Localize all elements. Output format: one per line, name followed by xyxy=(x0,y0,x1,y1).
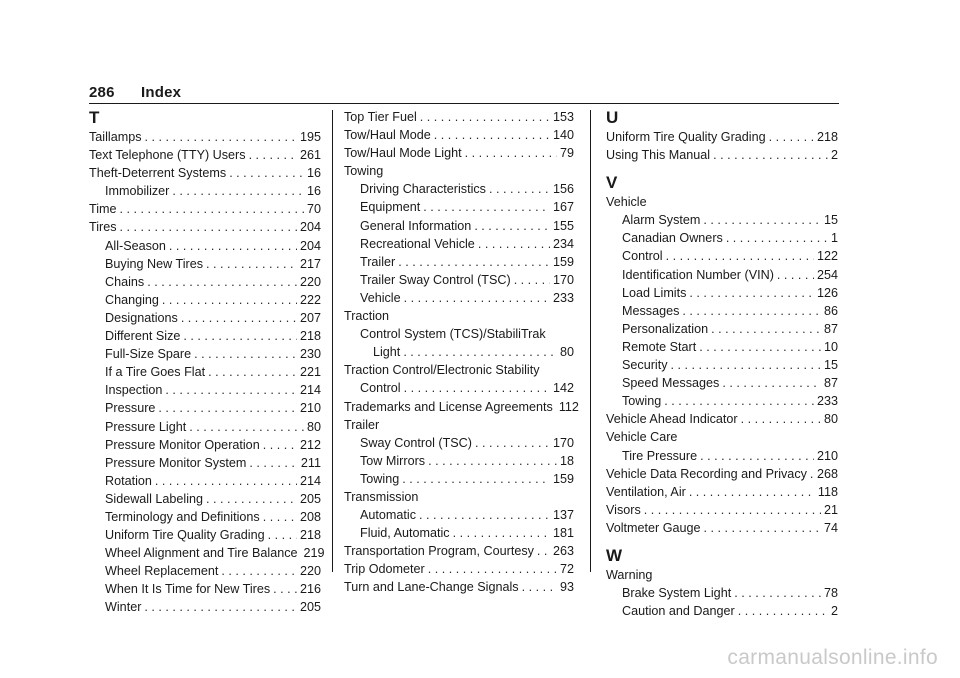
entry-page-number: 1 xyxy=(830,231,838,246)
page-header xyxy=(89,84,181,101)
entry-page-number: 118 xyxy=(817,484,838,499)
page-title: Index xyxy=(141,84,182,101)
entry-page-number: 155 xyxy=(552,218,574,233)
index-heading: Transmission xyxy=(344,489,419,504)
entry-label: Tires xyxy=(89,220,117,235)
index-entry xyxy=(89,381,321,399)
index-heading: Traction Control/Electronic Stability xyxy=(344,363,540,378)
dot-leader xyxy=(263,508,297,526)
index-entry xyxy=(89,526,321,544)
entry-page-number: 218 xyxy=(816,130,838,144)
dot-leader xyxy=(206,490,297,508)
entry-page-number: 263 xyxy=(552,544,574,559)
index-entry xyxy=(606,128,838,146)
entry-label: All-Season xyxy=(105,238,166,253)
dot-leader xyxy=(722,374,821,392)
dot-leader xyxy=(734,584,821,602)
index-entry xyxy=(606,483,838,501)
index-entry xyxy=(606,211,838,229)
entry-page-number: 211 xyxy=(300,455,321,470)
entry-label: Winter xyxy=(105,600,142,615)
dot-leader xyxy=(165,381,297,399)
dot-leader xyxy=(169,237,297,255)
index-entry xyxy=(344,343,574,361)
entry-page-number: 205 xyxy=(299,491,321,506)
dot-leader xyxy=(194,345,297,363)
entry-label: Rotation xyxy=(105,473,152,488)
entry-label: Chains xyxy=(105,274,145,289)
dot-leader xyxy=(777,266,814,284)
index-entry xyxy=(89,508,321,526)
dot-leader xyxy=(145,128,297,146)
index-heading: Warning xyxy=(606,567,653,582)
entry-label: Immobilizer xyxy=(105,184,170,199)
index-entry xyxy=(89,490,321,508)
entry-page-number: 16 xyxy=(306,166,321,181)
entry-page-number: 208 xyxy=(299,509,321,524)
dot-leader xyxy=(699,338,821,356)
entry-label: Text Telephone (TTY) Users xyxy=(89,148,246,163)
entry-page-number: 170 xyxy=(552,272,574,287)
index-entry xyxy=(606,284,838,302)
entry-label: Buying New Tires xyxy=(105,256,203,271)
index-entry xyxy=(606,320,838,338)
dot-leader xyxy=(249,454,298,472)
entry-label: Personalization xyxy=(622,321,709,336)
index-entry xyxy=(344,452,574,470)
dot-leader xyxy=(664,392,814,410)
index-entry xyxy=(89,273,321,291)
entry-label: Uniform Tire Quality Grading xyxy=(105,528,265,543)
index-entry xyxy=(606,410,838,428)
entry-page-number: 222 xyxy=(299,292,321,307)
entry-page-number: 142 xyxy=(552,381,574,396)
index-column-3 xyxy=(606,108,838,620)
dot-leader xyxy=(689,284,814,302)
entry-label: Brake System Light xyxy=(622,586,732,601)
entry-label: Pressure Light xyxy=(105,419,187,434)
entry-label: Changing xyxy=(105,292,159,307)
dot-leader xyxy=(522,578,557,596)
entry-label: Sidewall Labeling xyxy=(105,491,204,506)
index-entry xyxy=(89,345,321,363)
entry-label: Uniform Tire Quality Grading xyxy=(606,130,766,144)
index-entry xyxy=(344,542,574,560)
entry-label: Different Size xyxy=(105,329,181,344)
index-entry xyxy=(89,182,321,200)
index-entry xyxy=(344,180,574,198)
dot-leader xyxy=(162,291,297,309)
dot-leader xyxy=(181,309,297,327)
entry-page-number: 93 xyxy=(559,580,574,595)
header-rule xyxy=(89,103,839,104)
entry-label: Canadian Owners xyxy=(622,231,723,246)
index-entry xyxy=(344,198,574,216)
entry-page-number: 204 xyxy=(299,220,321,235)
index-entry xyxy=(344,524,574,542)
column-divider xyxy=(590,110,591,572)
dot-leader xyxy=(700,447,814,465)
index-entry xyxy=(606,519,838,537)
entry-label: Fluid, Automatic xyxy=(360,526,450,541)
index-entry xyxy=(606,356,838,374)
entry-page-number: 18 xyxy=(559,453,574,468)
index-entry xyxy=(606,584,838,602)
index-entry xyxy=(89,309,321,327)
entry-label: When It Is Time for New Tires xyxy=(105,582,271,597)
index-entry xyxy=(606,247,838,265)
index-entry xyxy=(89,472,321,490)
entry-page-number: 181 xyxy=(552,526,574,541)
entry-label: Towing xyxy=(622,394,662,409)
entry-label: Tow/Haul Mode xyxy=(344,128,431,143)
entry-page-number: 112 xyxy=(558,399,579,414)
dot-leader xyxy=(682,302,821,320)
entry-label: Top Tier Fuel xyxy=(344,110,417,124)
entry-page-number: 159 xyxy=(552,471,574,486)
entry-label: If a Tire Goes Flat xyxy=(105,365,206,380)
index-entry xyxy=(89,146,321,164)
entry-page-number: 195 xyxy=(299,130,321,144)
index-entry xyxy=(89,237,321,255)
entry-label: Vehicle Ahead Indicator xyxy=(606,412,738,427)
entry-page-number: 221 xyxy=(299,365,321,380)
dot-leader xyxy=(478,235,550,253)
index-entry xyxy=(606,374,838,392)
index-entry xyxy=(89,598,321,616)
entry-page-number: 233 xyxy=(816,394,838,409)
entry-label: Visors xyxy=(606,502,641,517)
entry-label: Tow/Haul Mode Light xyxy=(344,146,462,161)
index-entry xyxy=(606,602,838,620)
index-heading: Trailer xyxy=(344,417,380,432)
entry-label: Speed Messages xyxy=(622,376,720,391)
dot-leader xyxy=(434,126,550,144)
dot-leader xyxy=(268,526,297,544)
dot-leader xyxy=(703,211,821,229)
index-entry xyxy=(89,255,321,273)
dot-leader xyxy=(403,343,557,361)
entry-label: Theft-Deterrent Systems xyxy=(89,166,227,181)
dot-leader xyxy=(183,327,297,345)
dot-leader xyxy=(144,598,297,616)
page-number: 286 xyxy=(89,84,115,101)
index-entry xyxy=(89,418,321,436)
dot-leader xyxy=(711,320,821,338)
entry-label: Control xyxy=(622,249,663,264)
dot-leader xyxy=(404,379,550,397)
section-letter: V xyxy=(606,173,618,193)
entry-page-number: 159 xyxy=(552,254,574,269)
entry-page-number: 212 xyxy=(299,437,321,452)
column-divider xyxy=(332,110,333,572)
entry-page-number: 220 xyxy=(299,564,321,579)
dot-leader xyxy=(738,602,828,620)
dot-leader xyxy=(155,472,297,490)
entry-label: Using This Manual xyxy=(606,148,711,163)
index-entry xyxy=(89,291,321,309)
index-heading: Vehicle xyxy=(606,195,647,210)
entry-page-number: 70 xyxy=(306,202,321,217)
dot-leader xyxy=(726,229,828,247)
entry-page-number: 80 xyxy=(823,412,838,427)
entry-page-number: 219 xyxy=(303,546,325,561)
entry-page-number: 214 xyxy=(299,473,321,488)
entry-label: Tire Pressure xyxy=(622,448,698,463)
dot-leader xyxy=(769,128,814,146)
dot-leader xyxy=(221,562,297,580)
entry-page-number: 80 xyxy=(559,345,574,360)
watermark: carmanualsonline.info xyxy=(727,646,938,669)
entry-label: Pressure xyxy=(105,401,156,416)
entry-page-number: 234 xyxy=(552,236,574,251)
entry-page-number: 254 xyxy=(816,267,838,282)
entry-label: Equipment xyxy=(360,200,421,215)
section-letter: U xyxy=(606,108,619,127)
entry-label: Messages xyxy=(622,303,680,318)
entry-label: Light xyxy=(373,345,401,360)
dot-leader xyxy=(423,198,550,216)
index-entry xyxy=(89,363,321,381)
entry-label: Pressure Monitor System xyxy=(105,455,247,470)
dot-leader xyxy=(398,253,550,271)
entry-label: Identification Number (VIN) xyxy=(622,267,774,282)
entry-label: Sway Control (TSC) xyxy=(360,435,472,450)
entry-page-number: 79 xyxy=(559,146,574,161)
index-entry xyxy=(344,253,574,271)
entry-page-number: 72 xyxy=(559,562,574,577)
index-entry xyxy=(344,217,574,235)
dot-leader xyxy=(489,180,550,198)
index-column-2 xyxy=(344,108,579,597)
index-entry xyxy=(344,144,574,162)
entry-label: General Information xyxy=(360,218,472,233)
dot-leader xyxy=(453,524,550,542)
entry-label: Time xyxy=(89,202,117,217)
entry-page-number: 230 xyxy=(299,347,321,362)
dot-leader xyxy=(713,146,828,164)
index-entry xyxy=(89,128,321,146)
entry-page-number: 78 xyxy=(823,586,838,601)
entry-page-number: 15 xyxy=(823,213,838,228)
dot-leader xyxy=(666,247,814,265)
dot-leader xyxy=(229,164,304,182)
entry-label: Trademarks and License Agreements xyxy=(344,399,553,414)
entry-label: Ventilation, Air xyxy=(606,484,686,499)
entry-label: Trip Odometer xyxy=(344,562,425,577)
entry-label: Recreational Vehicle xyxy=(360,236,475,251)
entry-page-number: 87 xyxy=(823,376,838,391)
dot-leader xyxy=(537,542,550,560)
entry-label: Terminology and Definitions xyxy=(105,509,260,524)
entry-label: Load Limits xyxy=(622,285,687,300)
entry-label: Vehicle Data Recording and Privacy xyxy=(606,466,807,481)
entry-page-number: 21 xyxy=(823,502,838,517)
entry-page-number: 2 xyxy=(830,604,838,619)
entry-label: Voltmeter Gauge xyxy=(606,520,701,535)
entry-label: Wheel Replacement xyxy=(105,564,219,579)
dot-leader xyxy=(810,465,814,483)
dot-leader xyxy=(419,506,550,524)
dot-leader xyxy=(249,146,297,164)
index-entry xyxy=(89,327,321,345)
dot-leader xyxy=(704,519,821,537)
dot-leader xyxy=(644,501,821,519)
dot-leader xyxy=(514,271,550,289)
entry-label: Tow Mirrors xyxy=(360,453,426,468)
entry-page-number: 87 xyxy=(823,321,838,336)
index-entry xyxy=(606,266,838,284)
index-entry xyxy=(89,580,321,598)
index-entry xyxy=(344,289,574,307)
entry-page-number: 268 xyxy=(816,466,838,481)
entry-label: Remote Start xyxy=(622,339,697,354)
dot-leader xyxy=(689,483,815,501)
index-entry xyxy=(606,302,838,320)
entry-label: Inspection xyxy=(105,383,163,398)
entry-label: Transportation Program, Courtesy xyxy=(344,544,534,559)
entry-label: Control xyxy=(360,381,401,396)
index-entry xyxy=(344,235,574,253)
index-heading: Towing xyxy=(344,164,384,179)
entry-page-number: 126 xyxy=(816,285,838,300)
dot-leader xyxy=(465,144,557,162)
index-entry xyxy=(89,164,321,182)
dot-leader xyxy=(741,410,821,428)
index-entry xyxy=(89,399,321,417)
dot-leader xyxy=(404,289,550,307)
dot-leader xyxy=(189,418,304,436)
index-entry xyxy=(344,379,574,397)
dot-leader xyxy=(120,218,297,236)
entry-page-number: 217 xyxy=(299,256,321,271)
entry-page-number: 210 xyxy=(299,401,321,416)
dot-leader xyxy=(263,436,297,454)
index-heading: Traction xyxy=(344,309,390,324)
index-entry xyxy=(606,338,838,356)
index-entry xyxy=(606,501,838,519)
index-entry xyxy=(606,392,838,410)
index-entry xyxy=(344,398,579,416)
entry-page-number: 220 xyxy=(299,274,321,289)
entry-label: Wheel Alignment and Tire Balance xyxy=(105,546,298,561)
index-entry xyxy=(606,465,838,483)
entry-page-number: 2 xyxy=(830,148,838,163)
dot-leader xyxy=(208,363,297,381)
entry-page-number: 167 xyxy=(552,200,574,215)
dot-leader xyxy=(120,200,304,218)
entry-page-number: 10 xyxy=(823,339,838,354)
entry-label: Security xyxy=(622,358,668,373)
entry-page-number: 218 xyxy=(299,528,321,543)
entry-label: Driving Characteristics xyxy=(360,182,486,197)
dot-leader xyxy=(475,434,550,452)
entry-page-number: 205 xyxy=(299,600,321,615)
index-entry xyxy=(89,436,321,454)
entry-page-number: 214 xyxy=(299,383,321,398)
entry-page-number: 153 xyxy=(552,110,574,124)
index-entry xyxy=(606,146,838,164)
index-entry xyxy=(344,578,574,596)
index-entry xyxy=(344,560,574,578)
index-entry xyxy=(344,434,574,452)
entry-label: Vehicle xyxy=(360,290,401,305)
index-entry xyxy=(89,454,321,472)
dot-leader xyxy=(158,399,297,417)
entry-page-number: 233 xyxy=(552,290,574,305)
dot-leader xyxy=(273,580,297,598)
entry-page-number: 210 xyxy=(816,448,838,463)
index-column-1 xyxy=(89,108,325,617)
index-entry xyxy=(344,506,574,524)
entry-label: Turn and Lane-Change Signals xyxy=(344,580,519,595)
entry-page-number: 122 xyxy=(816,249,838,264)
entry-label: Pressure Monitor Operation xyxy=(105,437,260,452)
entry-page-number: 261 xyxy=(299,148,321,163)
section-letter: W xyxy=(606,545,623,565)
entry-label: Full-Size Spare xyxy=(105,347,192,362)
entry-page-number: 74 xyxy=(823,520,838,535)
index-entry xyxy=(606,229,838,247)
entry-page-number: 218 xyxy=(299,329,321,344)
entry-label: Caution and Danger xyxy=(622,604,735,619)
dot-leader xyxy=(147,273,297,291)
entry-page-number: 86 xyxy=(823,303,838,318)
entry-label: Towing xyxy=(360,471,400,486)
dot-leader xyxy=(428,560,557,578)
dot-leader xyxy=(428,452,557,470)
dot-leader xyxy=(172,182,304,200)
entry-page-number: 204 xyxy=(299,238,321,253)
entry-page-number: 15 xyxy=(823,358,838,373)
entry-page-number: 137 xyxy=(552,508,574,523)
index-entry xyxy=(606,447,838,465)
dot-leader xyxy=(206,255,297,273)
entry-page-number: 80 xyxy=(306,419,321,434)
dot-leader xyxy=(402,470,550,488)
index-heading: Vehicle Care xyxy=(606,430,678,445)
entry-label: Automatic xyxy=(360,508,416,523)
index-entry xyxy=(89,562,321,580)
entry-page-number: 207 xyxy=(299,310,321,325)
index-entry xyxy=(344,470,574,488)
entry-page-number: 216 xyxy=(299,582,321,597)
index-entry xyxy=(89,218,321,236)
entry-label: Trailer xyxy=(360,254,396,269)
entry-label: Trailer Sway Control (TSC) xyxy=(360,272,511,287)
index-heading: Control System (TCS)/StabiliTrak xyxy=(360,327,546,342)
dot-leader xyxy=(474,217,550,235)
entry-label: Alarm System xyxy=(622,213,701,228)
dot-leader xyxy=(420,108,550,126)
index-entry xyxy=(344,271,574,289)
entry-page-number: 170 xyxy=(552,435,574,450)
index-entry xyxy=(344,108,574,126)
entry-label: Taillamps xyxy=(89,130,142,144)
entry-page-number: 16 xyxy=(306,184,321,199)
index-entry xyxy=(89,544,325,562)
entry-page-number: 140 xyxy=(552,128,574,143)
index-entry xyxy=(89,200,321,218)
entry-page-number: 156 xyxy=(552,182,574,197)
dot-leader xyxy=(671,356,821,374)
section-letter: T xyxy=(89,108,100,127)
index-entry xyxy=(344,126,574,144)
entry-label: Designations xyxy=(105,310,178,325)
